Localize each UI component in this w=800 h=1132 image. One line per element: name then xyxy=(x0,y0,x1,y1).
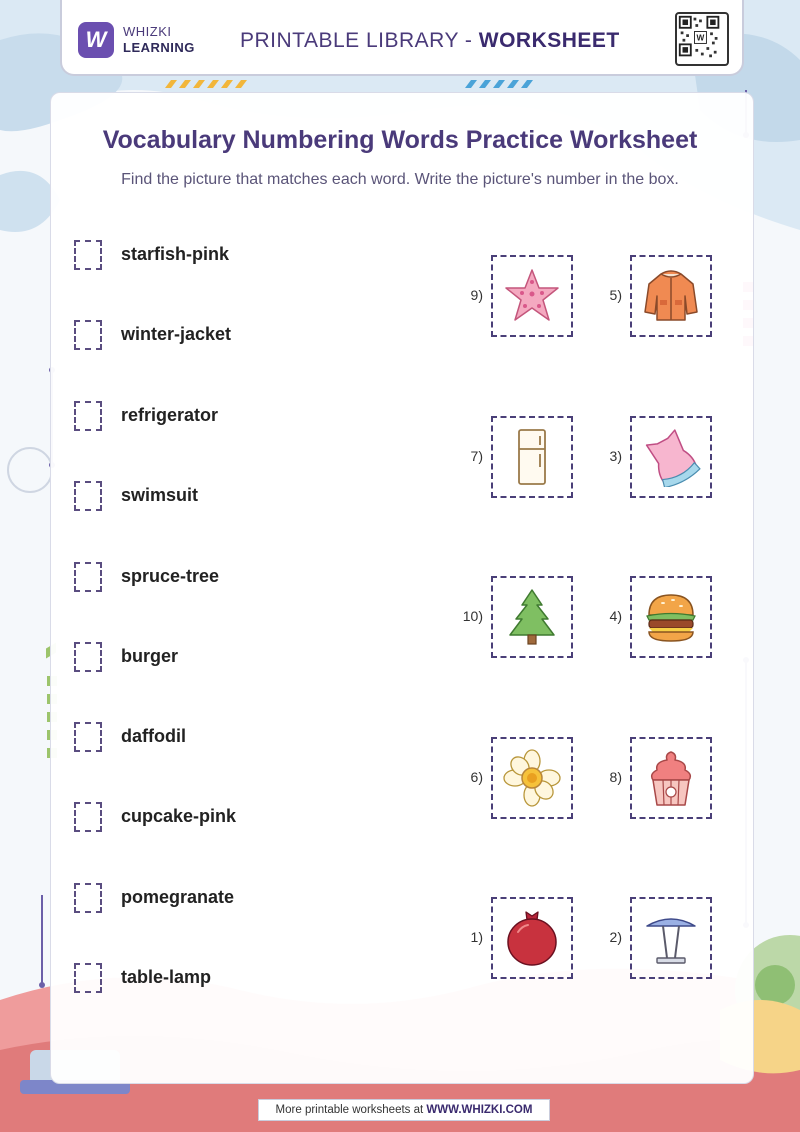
word-label: pomegranate xyxy=(121,887,235,907)
answer-box[interactable] xyxy=(74,963,102,993)
picture-number: 9) xyxy=(470,287,483,303)
picture-card xyxy=(470,255,573,337)
yellow-stripes xyxy=(165,80,255,88)
spruce-tree-icon xyxy=(502,587,562,647)
picture-number: 4) xyxy=(609,608,622,624)
burger-icon xyxy=(641,587,701,647)
header-bar xyxy=(60,0,744,76)
picture-number: 8) xyxy=(609,769,622,785)
picture-number: 1) xyxy=(470,929,483,945)
brand-name xyxy=(123,24,195,56)
word-label: refrigerator xyxy=(121,405,219,425)
picture-card xyxy=(609,737,712,819)
brand-line-1: WHIZKI xyxy=(123,24,172,39)
footer-banner xyxy=(258,1099,550,1121)
cupcake-icon xyxy=(641,748,701,808)
table-lamp-icon xyxy=(641,908,701,968)
daffodil-icon xyxy=(502,748,562,808)
word-label: starfish-pink xyxy=(121,244,230,264)
picture-card xyxy=(470,897,573,979)
word-label: swimsuit xyxy=(121,485,199,505)
qr-code-icon xyxy=(677,14,723,60)
logo-letter: W xyxy=(85,27,107,52)
answer-box[interactable] xyxy=(74,722,102,752)
word-label: winter-jacket xyxy=(121,324,232,344)
qr-code[interactable] xyxy=(675,12,729,66)
picture-number: 10) xyxy=(462,608,483,624)
winter-jacket-icon xyxy=(641,266,701,326)
word-label: cupcake-pink xyxy=(121,806,237,826)
footer-link[interactable]: WWW.WHIZKI.COM xyxy=(426,1104,533,1116)
picture-card xyxy=(470,737,573,819)
picture-card xyxy=(609,897,712,979)
answer-box[interactable] xyxy=(74,642,102,672)
word-label: spruce-tree xyxy=(121,566,220,586)
answer-box[interactable] xyxy=(74,320,102,350)
answer-box[interactable] xyxy=(74,562,102,592)
refrigerator-icon xyxy=(502,427,562,487)
brand-line-2: LEARNING xyxy=(123,40,195,55)
footer-text: More printable worksheets at xyxy=(275,1104,427,1116)
answer-box[interactable] xyxy=(74,802,102,832)
picture-card xyxy=(470,416,573,498)
picture-number: 5) xyxy=(609,287,622,303)
header-title xyxy=(240,29,620,53)
pomegranate-icon xyxy=(502,908,562,968)
picture-card xyxy=(609,576,712,658)
picture-number: 6) xyxy=(470,769,483,785)
swimsuit-icon xyxy=(641,427,701,487)
header-title-bold: WORKSHEET xyxy=(478,29,620,52)
answer-box[interactable] xyxy=(74,481,102,511)
answer-box[interactable] xyxy=(74,240,102,270)
worksheet-instructions: Find the picture that matches each word. Write the picture's number in the box. xyxy=(121,171,679,188)
word-label: table-lamp xyxy=(121,967,212,987)
worksheet-title: Vocabulary Numbering Words Practice Worksheet xyxy=(102,126,698,154)
answer-box[interactable] xyxy=(74,883,102,913)
picture-card xyxy=(609,416,712,498)
starfish-icon xyxy=(502,266,562,326)
qr-mark: W xyxy=(696,33,705,43)
picture-number: 2) xyxy=(609,929,622,945)
picture-number: 3) xyxy=(609,448,622,464)
picture-card xyxy=(462,576,573,658)
picture-card xyxy=(609,255,712,337)
blue-stripes xyxy=(465,80,545,88)
word-label: burger xyxy=(121,646,179,666)
picture-number: 7) xyxy=(470,448,483,464)
header-title-prefix: PRINTABLE LIBRARY - xyxy=(240,29,479,52)
whizki-logo[interactable] xyxy=(78,22,114,58)
word-label: daffodil xyxy=(121,726,186,746)
answer-box[interactable] xyxy=(74,401,102,431)
